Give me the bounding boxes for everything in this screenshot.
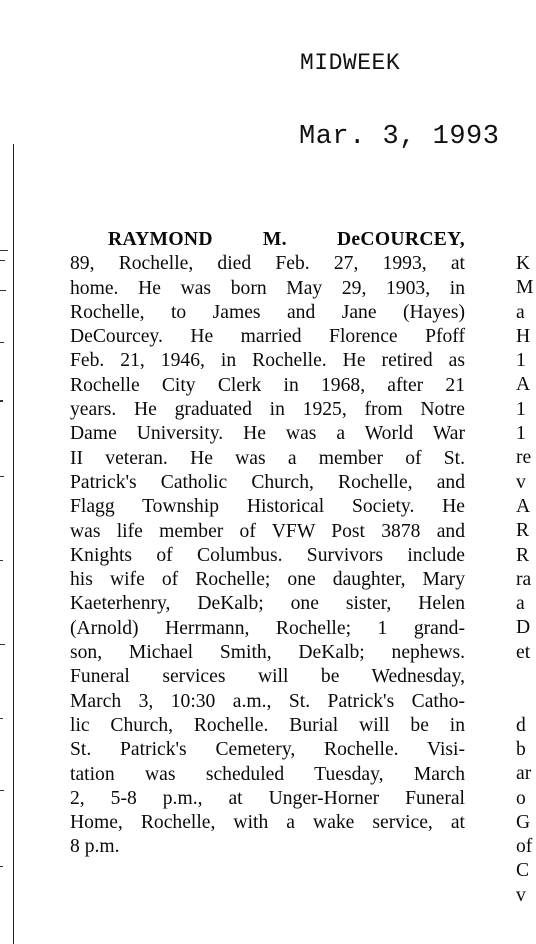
adjacent-column-edge-right bbox=[516, 252, 536, 908]
obituary-line: son, Michael Smith, DeKalb; nephews. bbox=[70, 642, 465, 664]
obituary-line: lic Church, Rochelle. Burial will be in bbox=[70, 714, 465, 736]
adjacent-column-fragment: v bbox=[516, 471, 526, 493]
adjacent-column-fragment: re bbox=[516, 447, 532, 469]
adjacent-column-fragment: d bbox=[516, 714, 526, 736]
adjacent-column-fragment bbox=[516, 665, 536, 689]
obituary-line: Dame University. He was a World War bbox=[70, 423, 465, 445]
adjacent-column-fragment: 1 bbox=[516, 350, 526, 372]
adjacent-column-fragment: R bbox=[516, 520, 530, 542]
obituary-line: home. He was born May 29, 1903, in bbox=[70, 277, 465, 299]
obituary-line: Feb. 21, 1946, in Rochelle. He retired as bbox=[70, 350, 465, 372]
adjacent-column-fragment: of bbox=[516, 836, 533, 858]
obituary-line: his wife of Rochelle; one daughter, Mary bbox=[70, 569, 465, 591]
adjacent-column-fragment: 1 bbox=[516, 398, 526, 420]
adjacent-column-fragment: M bbox=[516, 277, 534, 299]
adjacent-column-fragment: o bbox=[516, 787, 526, 809]
adjacent-column-fragment: ar bbox=[516, 763, 532, 785]
adjacent-column-fragment: ra bbox=[516, 568, 532, 590]
adjacent-column-fragment: K bbox=[516, 253, 531, 274]
obituary-line: Funeral services will be Wednesday, bbox=[70, 666, 465, 688]
clipping-date: Mar. 3, 1993 bbox=[299, 122, 500, 152]
obituary-heading-line bbox=[70, 228, 465, 252]
adjacent-column-fragment: A bbox=[516, 495, 531, 517]
decedent-name: RAYMOND M. DeCOURCEY, bbox=[108, 229, 465, 250]
adjacent-column-fragment: b bbox=[516, 738, 526, 760]
adjacent-column-fragment: D bbox=[516, 617, 531, 639]
adjacent-column-fragment: R bbox=[516, 544, 530, 566]
adjacent-column-fragment: v bbox=[516, 884, 526, 906]
obituary-line: Flagg Township Historical Society. He bbox=[70, 496, 465, 518]
obituary-line: was life member of VFW Post 3878 and bbox=[70, 520, 465, 542]
obituary-line: Patrick's Catholic Church, Rochelle, and bbox=[70, 471, 465, 493]
obituary-line: St. Patrick's Cemetery, Rochelle. Visi- bbox=[70, 739, 465, 761]
obituary-line: Knights of Columbus. Survivors include bbox=[70, 544, 465, 566]
adjacent-column-fragment: a bbox=[516, 301, 525, 323]
adjacent-column-fragment: G bbox=[516, 811, 531, 833]
adjacent-column-fragment: C bbox=[516, 860, 530, 882]
obituary-line: 89, Rochelle, died Feb. 27, 1993, at bbox=[70, 253, 465, 275]
adjacent-column-fragment: a bbox=[516, 593, 525, 615]
obituary-line: DeCourcey. He married Florence Pfoff bbox=[70, 326, 465, 348]
obituary-line: Kaeterhenry, DeKalb; one sister, Helen bbox=[70, 593, 465, 615]
obituary-line: Home, Rochelle, with a wake service, at bbox=[70, 812, 465, 834]
column-divider bbox=[13, 144, 14, 944]
adjacent-column-fragment: et bbox=[516, 641, 531, 663]
obituary-line: (Arnold) Herrmann, Rochelle; 1 grand- bbox=[70, 617, 465, 639]
obituary-line: Rochelle, to James and Jane (Hayes) bbox=[70, 301, 465, 323]
obituary-line: years. He graduated in 1925, from Notre bbox=[70, 399, 465, 421]
adjacent-column-edge-left bbox=[0, 250, 10, 943]
adjacent-column-fragment bbox=[516, 689, 536, 713]
obituary-line: March 3, 10:30 a.m., St. Patrick's Catho- bbox=[70, 690, 465, 712]
obituary-line: Rochelle City Clerk in 1968, after 21 bbox=[70, 374, 465, 396]
obituary-text bbox=[70, 228, 465, 860]
obituary-line: II veteran. He was a member of St. bbox=[70, 447, 465, 469]
adjacent-column-fragment: H bbox=[516, 325, 531, 347]
obituary-line: tation was scheduled Tuesday, March bbox=[70, 763, 465, 785]
obituary-line: 2, 5-8 p.m., at Unger-Horner Funeral bbox=[70, 787, 465, 809]
section-label: MIDWEEK bbox=[300, 50, 401, 76]
adjacent-column-fragment: 1 bbox=[516, 423, 526, 445]
adjacent-column-fragment: A bbox=[516, 374, 531, 396]
obituary-line: 8 p.m. bbox=[70, 836, 120, 858]
